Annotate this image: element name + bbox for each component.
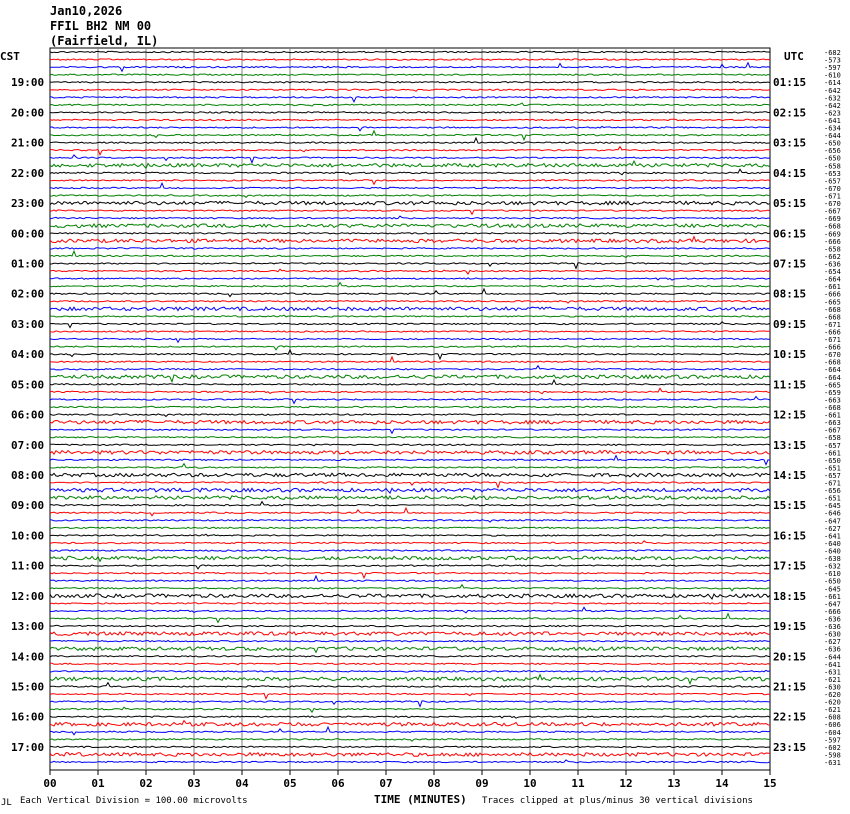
trace-offset-label: -661 (824, 411, 841, 420)
trace-offset-label: -632 (824, 562, 841, 571)
trace-offset-label: -647 (824, 517, 841, 526)
cst-hour-label: 15:00 (11, 680, 45, 694)
seismic-trace (50, 59, 770, 60)
trace-offset-label: -636 (824, 260, 841, 269)
trace-offset-label: -644 (824, 132, 841, 141)
trace-offset-label: -650 (824, 577, 841, 586)
trace-offset-label: -638 (824, 555, 841, 564)
seismic-trace (50, 210, 770, 214)
trace-offset-label: -651 (824, 464, 841, 473)
plot-date: Jan10,2026 (50, 4, 123, 18)
seismic-trace (50, 126, 770, 130)
cst-hour-label: 13:00 (11, 620, 45, 634)
seismic-trace (50, 63, 770, 72)
seismic-trace (50, 301, 770, 304)
trace-offset-label: -661 (824, 283, 841, 292)
scale-note: Each Vertical Division = 100.00 microvolts (20, 796, 248, 806)
seismic-trace (50, 180, 770, 185)
trace-offset-label: -636 (824, 615, 841, 624)
trace-offset-label: -668 (824, 305, 841, 314)
trace-offset-label: -621 (824, 675, 841, 684)
seismic-trace (50, 451, 770, 455)
utc-hour-label: 13:15 (773, 438, 807, 452)
seismic-trace (50, 527, 770, 528)
utc-hour-label: 11:15 (773, 378, 807, 392)
seismic-trace (50, 269, 770, 274)
trace-offset-label: -666 (824, 290, 841, 299)
seismic-trace (50, 576, 770, 581)
cst-axis-title: CST (0, 50, 20, 63)
x-tick-label: 10 (523, 777, 537, 790)
corner-mark: JL (1, 798, 12, 808)
x-tick-label: 06 (331, 777, 345, 790)
seismic-trace (50, 603, 770, 604)
utc-hour-label: 16:15 (773, 529, 807, 543)
trace-offset-label: -645 (824, 585, 841, 594)
seismic-trace (50, 357, 770, 363)
trace-offset-label: -627 (824, 524, 841, 533)
trace-offset-label: -621 (824, 706, 841, 715)
trace-offset-label: -671 (824, 336, 841, 345)
seismic-trace (50, 508, 770, 516)
trace-offset-label: -670 (824, 184, 841, 193)
trace-offset-label: -632 (824, 94, 841, 103)
seismic-trace (50, 169, 770, 175)
station-id: FFIL BH2 NM 00 (50, 19, 152, 33)
seismic-trace (50, 322, 770, 328)
trace-offset-label: -634 (824, 124, 841, 133)
trace-offset-label: -658 (824, 162, 841, 171)
seismic-trace (50, 414, 770, 417)
trace-offset-label: -602 (824, 743, 841, 752)
seismic-trace (50, 488, 770, 493)
seismic-trace (50, 482, 770, 488)
seismic-trace (50, 585, 770, 591)
seismic-trace (50, 138, 770, 143)
cst-hour-label: 04:00 (11, 348, 45, 362)
seismic-trace (50, 278, 770, 280)
trace-offset-label: -645 (824, 502, 841, 511)
seismic-trace (50, 707, 770, 712)
x-tick-label: 00 (43, 777, 57, 790)
seismic-trace (50, 315, 770, 317)
utc-hour-label: 21:15 (773, 680, 807, 694)
seismic-trace (50, 263, 770, 269)
seismic-trace (50, 746, 770, 747)
seismic-trace (50, 502, 770, 506)
seismic-trace (50, 406, 770, 407)
trace-offset-label: -597 (824, 736, 841, 745)
trace-offset-label: -656 (824, 487, 841, 496)
utc-hour-label: 07:15 (773, 257, 807, 271)
utc-hour-label: 15:15 (773, 499, 807, 513)
trace-offset-label: -610 (824, 570, 841, 579)
trace-offset-label: -666 (824, 237, 841, 246)
utc-hour-label: 09:15 (773, 317, 807, 331)
trace-offset-label: -610 (824, 71, 841, 80)
utc-hour-label: 19:15 (773, 620, 807, 634)
cst-hour-label: 23:00 (11, 197, 45, 211)
trace-offset-label: -659 (824, 388, 841, 397)
cst-hour-label: 12:00 (11, 589, 45, 603)
seismic-trace (50, 251, 770, 257)
trace-offset-label: -644 (824, 653, 841, 662)
trace-offset-label: -640 (824, 539, 841, 548)
trace-offset-label: -665 (824, 381, 841, 390)
trace-offset-label: -671 (824, 479, 841, 488)
seismic-trace (50, 556, 770, 561)
plot-frame (50, 48, 770, 770)
x-tick-label: 09 (475, 777, 489, 790)
seismic-trace (50, 429, 770, 433)
trace-offset-label: -668 (824, 222, 841, 231)
cst-hour-label: 17:00 (11, 740, 45, 754)
seismic-trace (50, 656, 770, 657)
trace-offset-label: -630 (824, 630, 841, 639)
seismic-trace (50, 155, 770, 163)
seismic-trace (50, 541, 770, 544)
seismic-trace (50, 338, 770, 342)
trace-offset-label: -620 (824, 691, 841, 700)
cst-hour-label: 19:00 (11, 76, 45, 90)
seismic-trace (50, 233, 770, 234)
seismic-trace (50, 437, 770, 438)
seismic-trace (50, 82, 770, 83)
utc-hour-label: 01:15 (773, 76, 807, 90)
trace-offset-label: -640 (824, 547, 841, 556)
trace-offset-label: -654 (824, 268, 841, 277)
utc-hour-label: 14:15 (773, 468, 807, 482)
seismic-trace (50, 201, 770, 205)
trace-offset-label: -641 (824, 660, 841, 669)
seismic-trace (50, 131, 770, 140)
trace-offset-label: -664 (824, 366, 841, 375)
trace-offset-label: -630 (824, 683, 841, 692)
utc-axis-title: UTC (784, 50, 804, 63)
seismic-trace (50, 716, 770, 718)
trace-offset-label: -671 (824, 320, 841, 329)
seismic-trace (50, 647, 770, 653)
seismic-trace (50, 721, 770, 726)
utc-hour-label: 03:15 (773, 136, 807, 150)
seismic-trace (50, 701, 770, 707)
x-tick-label: 08 (427, 777, 441, 790)
trace-offset-label: -668 (824, 313, 841, 322)
trace-offset-label: -667 (824, 207, 841, 216)
seismic-trace (50, 388, 770, 393)
trace-offset-label: -664 (824, 275, 841, 284)
seismic-trace (50, 375, 770, 382)
cst-hour-label: 22:00 (11, 166, 45, 180)
trace-offset-label: -647 (824, 600, 841, 609)
utc-hour-label: 22:15 (773, 710, 807, 724)
x-tick-label: 11 (571, 777, 585, 790)
cst-hour-label: 16:00 (11, 710, 45, 724)
trace-offset-label: -642 (824, 86, 841, 95)
cst-hour-label: 14:00 (11, 650, 45, 664)
trace-offset-label: -682 (824, 49, 841, 57)
seismic-trace (50, 97, 770, 102)
seismic-trace (50, 289, 770, 297)
utc-hour-label: 08:15 (773, 287, 807, 301)
trace-offset-label: -627 (824, 638, 841, 647)
utc-hour-label: 18:15 (773, 589, 807, 603)
seismic-trace (50, 464, 770, 469)
seismic-trace (50, 51, 770, 52)
x-tick-label: 15 (763, 777, 777, 790)
seismic-trace (50, 420, 770, 424)
cst-hour-label: 21:00 (11, 136, 45, 150)
seismic-trace (50, 683, 770, 688)
trace-offset-label: -656 (824, 147, 841, 156)
seismic-trace (50, 366, 770, 370)
trace-offset-label: -604 (824, 728, 841, 737)
trace-offset-label: -671 (824, 192, 841, 201)
utc-hour-label: 04:15 (773, 166, 807, 180)
trace-offset-label: -573 (824, 56, 841, 65)
seismic-trace (50, 625, 770, 626)
trace-offset-label: -669 (824, 215, 841, 224)
cst-hour-label: 02:00 (11, 287, 45, 301)
seismic-trace (50, 89, 770, 91)
cst-hour-label: 03:00 (11, 317, 45, 331)
x-tick-label: 14 (715, 777, 729, 790)
x-tick-label: 02 (139, 777, 153, 790)
x-tick-label: 04 (235, 777, 249, 790)
seismic-trace (50, 594, 770, 599)
seismic-trace (50, 444, 770, 446)
utc-hour-label: 12:15 (773, 408, 807, 422)
seismic-trace (50, 534, 770, 536)
seismic-trace (50, 331, 770, 333)
seismic-trace (50, 573, 770, 578)
trace-offset-label: -631 (824, 668, 841, 677)
seismic-trace (50, 632, 770, 636)
seismic-trace (50, 727, 770, 735)
seismic-trace (50, 550, 770, 552)
trace-offset-label: -658 (824, 434, 841, 443)
cst-hour-label: 01:00 (11, 257, 45, 271)
trace-offset-label: -620 (824, 698, 841, 707)
trace-offset-label: -641 (824, 532, 841, 541)
cst-hour-label: 07:00 (11, 438, 45, 452)
seismic-trace (50, 346, 770, 350)
seismic-trace (50, 397, 770, 404)
trace-offset-label: -608 (824, 713, 841, 722)
seismic-trace (50, 380, 770, 385)
station-location: (Fairfield, IL) (50, 34, 159, 48)
trace-offset-label: -670 (824, 200, 841, 209)
trace-offset-label: -650 (824, 154, 841, 163)
trace-offset-label: -650 (824, 456, 841, 465)
seismic-trace (50, 456, 770, 465)
seismic-trace (50, 641, 770, 642)
cst-hour-label: 11:00 (11, 559, 45, 573)
clip-note: Traces clipped at plus/minus 30 vertical divisions (482, 796, 753, 806)
trace-offset-label: -653 (824, 169, 841, 178)
seismic-trace (50, 224, 770, 228)
utc-hour-label: 02:15 (773, 106, 807, 120)
seismic-trace (50, 663, 770, 665)
trace-offset-label: -667 (824, 426, 841, 435)
x-tick-label: 12 (619, 777, 633, 790)
seismic-trace (50, 614, 770, 623)
trace-offset-label: -658 (824, 245, 841, 254)
trace-offset-label: -606 (824, 721, 841, 730)
utc-hour-label: 10:15 (773, 348, 807, 362)
trace-offset-label: -664 (824, 373, 841, 382)
cst-hour-label: 08:00 (11, 468, 45, 482)
trace-offset-label: -666 (824, 343, 841, 352)
utc-hour-label: 20:15 (773, 650, 807, 664)
trace-offset-label: -650 (824, 139, 841, 148)
x-tick-label: 13 (667, 777, 681, 790)
x-tick-label: 01 (91, 777, 105, 790)
trace-offset-label: -636 (824, 623, 841, 632)
seismic-trace (50, 607, 770, 613)
cst-hour-label: 10:00 (11, 529, 45, 543)
trace-offset-label: -668 (824, 404, 841, 412)
trace-offset-label: -663 (824, 419, 841, 428)
utc-hour-label: 06:15 (773, 227, 807, 241)
utc-hour-label: 23:15 (773, 740, 807, 754)
seismic-trace (50, 350, 770, 359)
seismic-trace (50, 753, 770, 757)
trace-offset-label: -657 (824, 177, 841, 186)
seismic-trace (50, 195, 770, 198)
seismic-trace (50, 74, 770, 75)
cst-hour-label: 20:00 (11, 106, 45, 120)
trace-offset-label: -661 (824, 449, 841, 458)
trace-offset-label: -597 (824, 64, 841, 73)
seismic-trace (50, 565, 770, 569)
seismic-trace (50, 183, 770, 189)
x-tick-label: 05 (283, 777, 297, 790)
trace-offset-label: -669 (824, 230, 841, 239)
trace-offset-label: -657 (824, 471, 841, 480)
seismic-trace (50, 675, 770, 684)
cst-hour-label: 06:00 (11, 408, 45, 422)
trace-offset-label: -670 (824, 351, 841, 360)
utc-hour-label: 05:15 (773, 197, 807, 211)
trace-offset-label: -663 (824, 396, 841, 405)
x-tick-label: 03 (187, 777, 201, 790)
seismic-trace (50, 112, 770, 113)
trace-offset-label: -657 (824, 441, 841, 450)
trace-offset-label: -642 (824, 101, 841, 110)
seismic-trace (50, 496, 770, 500)
seismic-trace (50, 307, 770, 311)
seismic-trace (50, 119, 770, 120)
trace-offset-label: -623 (824, 109, 841, 118)
trace-offset-label: -614 (824, 79, 841, 88)
trace-offset-label: -668 (824, 358, 841, 367)
trace-offset-label: -651 (824, 494, 841, 503)
trace-offset-label: -665 (824, 298, 841, 307)
seismic-trace (50, 739, 770, 742)
seismic-trace (50, 147, 770, 155)
trace-offset-label: -646 (824, 509, 841, 518)
seismic-trace (50, 283, 770, 287)
x-axis-title: TIME (MINUTES) (374, 793, 467, 806)
seismic-trace (50, 237, 770, 243)
seismic-trace (50, 670, 770, 672)
seismic-trace (50, 103, 770, 106)
trace-offset-label: -661 (824, 592, 841, 601)
seismic-trace (50, 216, 770, 219)
trace-offset-label: -631 (824, 759, 841, 767)
cst-hour-label: 05:00 (11, 378, 45, 392)
trace-offset-label: -666 (824, 607, 841, 616)
trace-offset-label: -641 (824, 116, 841, 125)
trace-offset-label: -666 (824, 328, 841, 337)
seismic-trace (50, 760, 770, 763)
seismic-trace (50, 520, 770, 523)
cst-hour-label: 00:00 (11, 227, 45, 241)
seismic-trace (50, 161, 770, 168)
cst-hour-label: 09:00 (11, 499, 45, 513)
seismic-trace (50, 248, 770, 249)
trace-offset-label: -636 (824, 645, 841, 654)
seismic-trace (50, 693, 770, 698)
utc-hour-label: 17:15 (773, 559, 807, 573)
trace-offset-label: -598 (824, 751, 841, 760)
seismic-trace (50, 473, 770, 477)
trace-offset-label: -662 (824, 252, 841, 261)
x-tick-label: 07 (379, 777, 393, 790)
